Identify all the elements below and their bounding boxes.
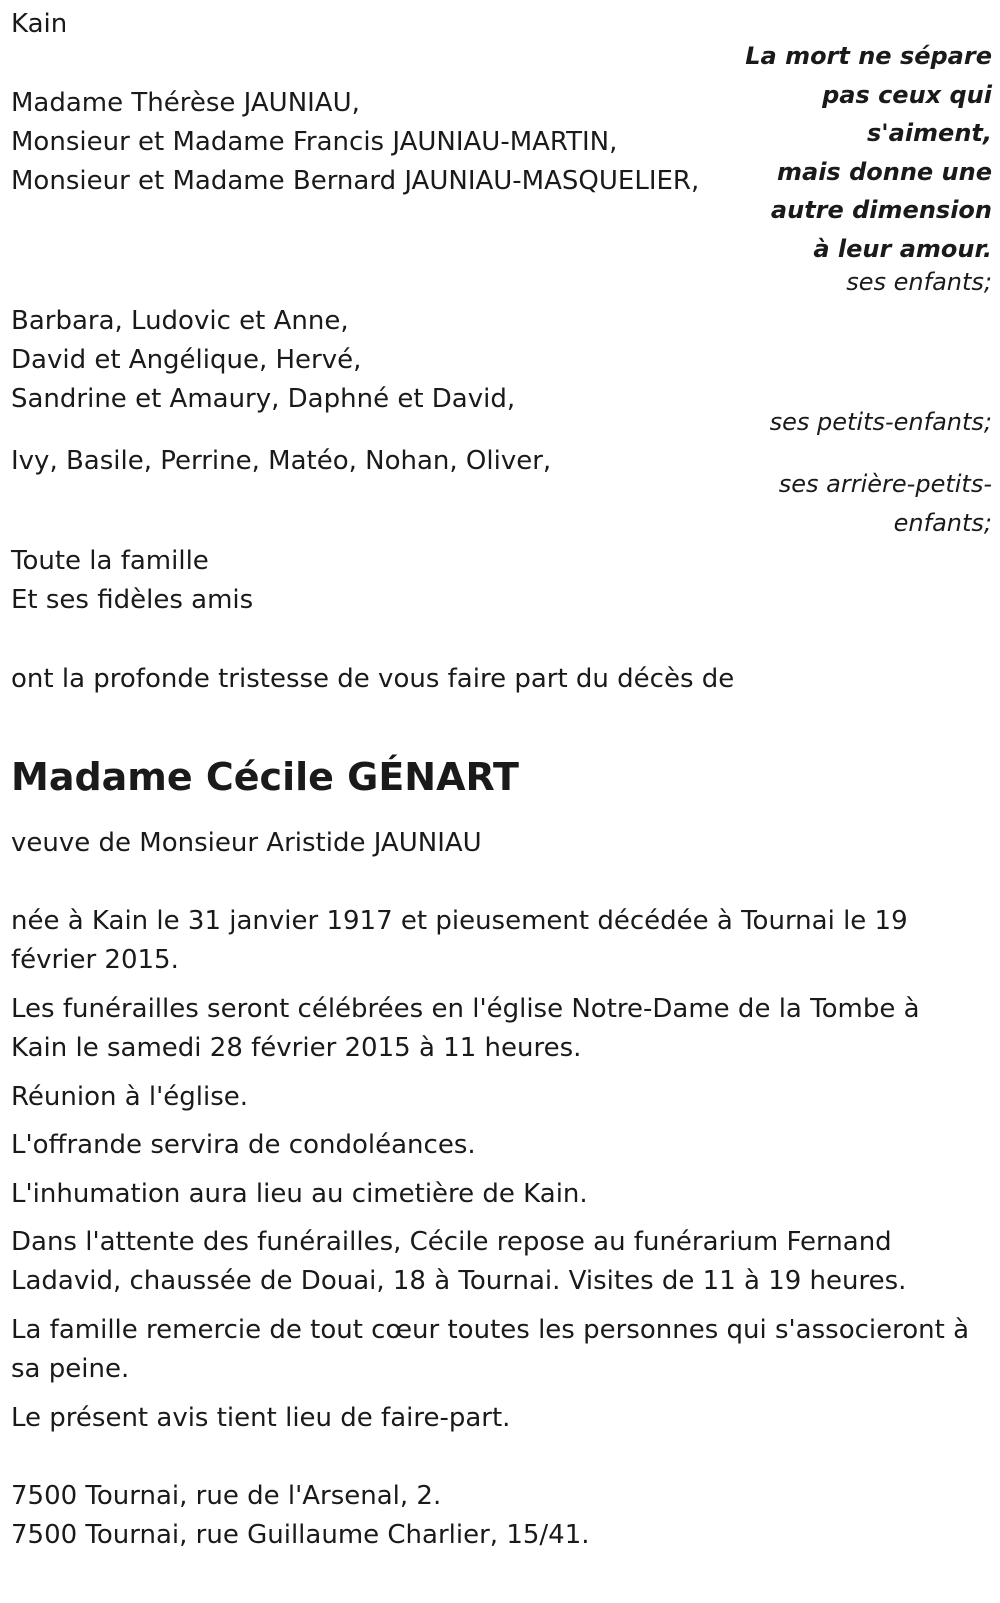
- children-label: ses enfants;: [846, 268, 992, 296]
- grandchildren-label: ses petits-enfants;: [769, 408, 992, 436]
- epitaph-quote: [745, 37, 992, 268]
- family-line: Toute la famille: [11, 546, 209, 576]
- quote-line: mais donne une: [777, 157, 992, 186]
- quote-line: La mort ne sépare: [745, 42, 992, 70]
- funeral-paragraph: Les funérailles seront célébrées en l'église Notre-Dame de la Tombe à Kain le samedi 28 février 2015 à 11 heures.: [11, 994, 920, 1063]
- place-name: Kain: [11, 9, 68, 39]
- notice-paragraph: Le présent avis tient lieu de faire-part.: [11, 1403, 511, 1433]
- quote-line: s'aiment,: [866, 119, 992, 147]
- address-line: 7500 Tournai, rue Guillaume Charlier, 15/41.: [11, 1520, 590, 1550]
- meeting-paragraph: Réunion à l'église.: [11, 1082, 249, 1112]
- grandchildren-line: David et Angélique, Hervé,: [11, 345, 362, 375]
- announcement: ont la profonde tristesse de vous faire part du décès de: [11, 664, 735, 694]
- address-line: 7500 Tournai, rue de l'Arsenal, 2.: [11, 1481, 442, 1511]
- quote-line: pas ceux qui: [822, 80, 992, 109]
- family-line: Et ses fidèles amis: [11, 585, 254, 615]
- widow-of: veuve de Monsieur Aristide JAUNIAU: [11, 828, 482, 858]
- great-grandchildren-label: [779, 465, 992, 543]
- children-line: Monsieur et Madame Francis JAUNIAU-MARTIN,: [11, 127, 618, 157]
- quote-line: autre dimension: [770, 196, 992, 224]
- deceased-name: Madame Cécile GÉNART: [11, 755, 519, 799]
- children-line: Madame Thérèse JAUNIAU,: [11, 88, 360, 118]
- great-grandchildren-line: Ivy, Basile, Perrine, Matéo, Nohan, Oliver,: [11, 446, 552, 476]
- grandchildren-line: Barbara, Ludovic et Anne,: [11, 306, 349, 336]
- children-line: Monsieur et Madame Bernard JAUNIAU-MASQUELIER,: [11, 166, 700, 196]
- funerarium-paragraph: Dans l'attente des funérailles, Cécile repose au funérarium Fernand Ladavid, chaussée de Douai, 18 à Tournai. Visites de 11 à 19 heures.: [11, 1227, 907, 1296]
- birth-death-paragraph: née à Kain le 31 janvier 1917 et pieusement décédée à Tournai le 19 février 2015.: [11, 906, 908, 975]
- offering-paragraph: L'offrande servira de condoléances.: [11, 1130, 476, 1160]
- quote-line: à leur amour.: [813, 234, 992, 263]
- grandchildren-line: Sandrine et Amaury, Daphné et David,: [11, 384, 516, 414]
- label-line: enfants;: [893, 509, 992, 537]
- label-line: ses arrière-petits-: [778, 470, 992, 498]
- thanks-paragraph: La famille remercie de tout cœur toutes les personnes qui s'associeront à sa peine.: [11, 1315, 970, 1384]
- burial-paragraph: L'inhumation aura lieu au cimetière de Kain.: [11, 1179, 588, 1209]
